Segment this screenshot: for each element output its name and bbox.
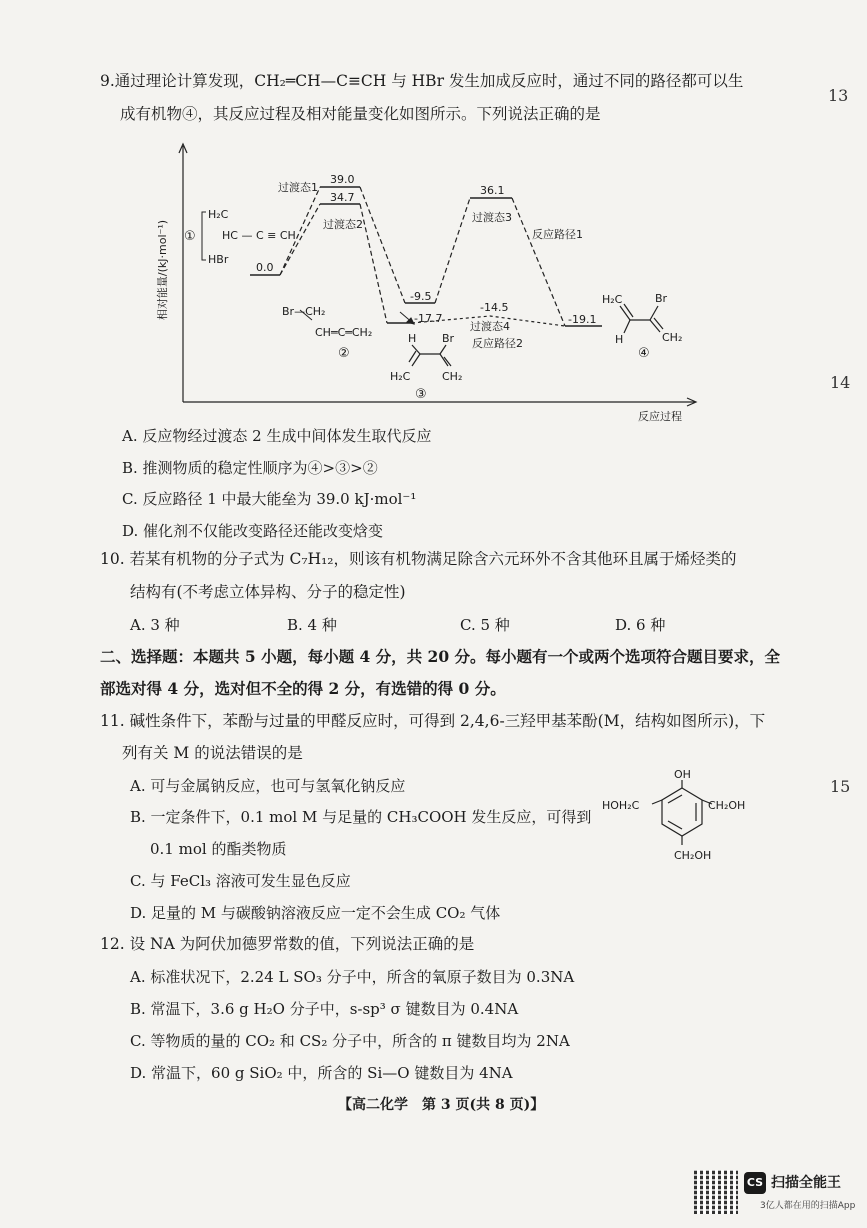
label-ts1: 过渡态1 [278, 181, 318, 194]
mol4-marker: ④ [638, 346, 650, 361]
q10-option-a: A. 3 种 [130, 616, 180, 634]
q11-option-d: D. 足量的 M 与碳酸钠溶液反应一定不会生成 CO₂ 气体 [130, 904, 501, 922]
q11-option-b: B. 一定条件下，0.1 mol M 与足量的 CH₃COOH 发生反应，可得到 [130, 808, 592, 826]
reactant-part-c: HBr [208, 253, 229, 266]
q10-option-d: D. 6 种 [615, 616, 666, 634]
section2-heading-line2: 部选对得 4 分，选对但不全的得 2 分，有选错的得 0 分。 [100, 679, 506, 698]
margin-number-14: 14 [830, 373, 851, 392]
reactant-marker: ① [184, 229, 196, 244]
mol4-left: H₂C [602, 293, 623, 306]
path-int3-ts3 [435, 198, 470, 303]
q9-option-d: D. 催化剂不仅能改变路径还能改变焓变 [122, 522, 384, 540]
q9-option-b: B. 推测物质的稳定性顺序为④>③>② [122, 459, 378, 477]
mol4-h: H [615, 333, 624, 346]
section2-heading-line1: 二、选择题：本题共 5 小题，每小题 4 分，共 20 分。每小题有一个或两个选项符合题目要求，全 [100, 647, 781, 666]
q9-stem-line1: 9.通过理论计算发现，CH₂═CH—C≡CH 与 HBr 发生加成反应时，通过不同的路径都可以生 [100, 72, 744, 90]
label-ts3: 过渡态3 [472, 211, 512, 224]
q11-stem-line1: 11. 碱性条件下，苯酚与过量的甲醛反应时，可得到 2,4,6-三羟甲基苯酚(M，结构如图所示)，下 [100, 712, 766, 730]
label-ts2: 过渡态2 [323, 218, 363, 231]
mol3-left: H₂C [390, 370, 411, 383]
energy-profile-diagram [150, 140, 710, 430]
mol2-part-b: CH═C═CH₂ [315, 326, 373, 339]
y-axis-label: 相对能量/(kJ·mol⁻¹) [156, 219, 169, 321]
mol3-marker: ③ [415, 387, 427, 402]
watermark-subtitle: 3亿人都在用的扫描App [760, 1201, 856, 1211]
value-int3: -9.5 [410, 290, 432, 303]
q9-option-c: C. 反应路径 1 中最大能垒为 39.0 kJ·mol⁻¹ [122, 490, 417, 508]
mol3-br: Br [442, 332, 455, 345]
structure-of-m [598, 768, 768, 868]
mol2-part-a: Br—CH₂ [282, 305, 326, 318]
q9-stem-line2: 成有机物④，其反应过程及相对能量变化如图所示。下列说法正确的是 [120, 105, 601, 123]
q10-stem-line2: 结构有(不考虑立体异构、分子的稳定性) [130, 583, 406, 601]
watermark-title: 扫描全能王 [771, 1175, 841, 1191]
value-reactant: 0.0 [256, 261, 274, 274]
value-prod4: -19.1 [568, 313, 597, 326]
m-right: CH₂OH [708, 799, 746, 812]
value-ts3: 36.1 [480, 184, 505, 197]
value-ts4: -14.5 [480, 301, 509, 314]
value-ts1: 39.0 [330, 173, 355, 186]
q12-stem: 12. 设 NA 为阿伏加德罗常数的值，下列说法正确的是 [100, 935, 475, 953]
margin-number-13: 13 [828, 86, 849, 105]
q12-option-d: D. 常温下，60 g SiO₂ 中，所含的 Si—O 键数目为 4NA [130, 1064, 513, 1082]
value-ts2: 34.7 [330, 191, 355, 204]
reactant-part-a: H₂C [208, 208, 229, 221]
margin-number-15: 15 [830, 777, 851, 796]
mol4-br: Br [655, 292, 668, 305]
q11-option-a: A. 可与金属钠反应，也可与氢氧化钠反应 [130, 777, 406, 795]
q11-option-b-cont: 0.1 mol 的酯类物质 [150, 840, 287, 858]
mol3-right: CH₂ [442, 370, 463, 383]
q10-option-c: C. 5 种 [460, 616, 510, 634]
q12-option-c: C. 等物质的量的 CO₂ 和 CS₂ 分子中，所含的 π 键数目均为 2NA [130, 1032, 570, 1050]
m-left: HOH₂C [602, 799, 640, 812]
q12-option-b: B. 常温下，3.6 g H₂O 分子中，s-sp³ σ 键数目为 0.4NA [130, 1000, 519, 1018]
q11-stem-line2: 列有关 M 的说法错误的是 [122, 744, 303, 762]
path-ts1-int3 [360, 187, 405, 303]
page-footer: 【高二化学 第 3 页(共 8 页)】 [338, 1097, 545, 1113]
path-ts3-prod4 [512, 198, 565, 326]
value-int2: -17.7 [414, 312, 443, 325]
mol4-right: CH₂ [662, 331, 683, 344]
x-axis-label: 反应过程 [638, 410, 682, 423]
qr-code-icon [694, 1170, 738, 1214]
path2-label: 反应路径2 [472, 337, 523, 350]
q10-stem-line1: 10. 若某有机物的分子式为 C₇H₁₂，则该有机物满足除含六元环外不含其他环且属于烯烃类的 [100, 550, 737, 568]
q11-option-c: C. 与 FeCl₃ 溶液可发生显色反应 [130, 872, 351, 890]
q9-option-a: A. 反应物经过渡态 2 生成中间体发生取代反应 [122, 427, 432, 445]
mol3-h: H [408, 332, 417, 345]
q10-option-b: B. 4 种 [287, 616, 337, 634]
path-ts2-int2 [360, 204, 387, 323]
q12-option-a: A. 标准状况下，2.24 L SO₃ 分子中，所含的氧原子数目为 0.3NA [130, 968, 575, 986]
camscanner-logo: CS [744, 1172, 766, 1194]
m-bottom: CH₂OH [674, 849, 712, 862]
mol2-marker: ② [338, 346, 350, 361]
path1-label: 反应路径1 [532, 228, 583, 241]
reactant-part-b: HC — C ≡ CH [222, 229, 296, 242]
label-ts4: 过渡态4 [470, 320, 510, 333]
m-oh: OH [674, 768, 691, 781]
